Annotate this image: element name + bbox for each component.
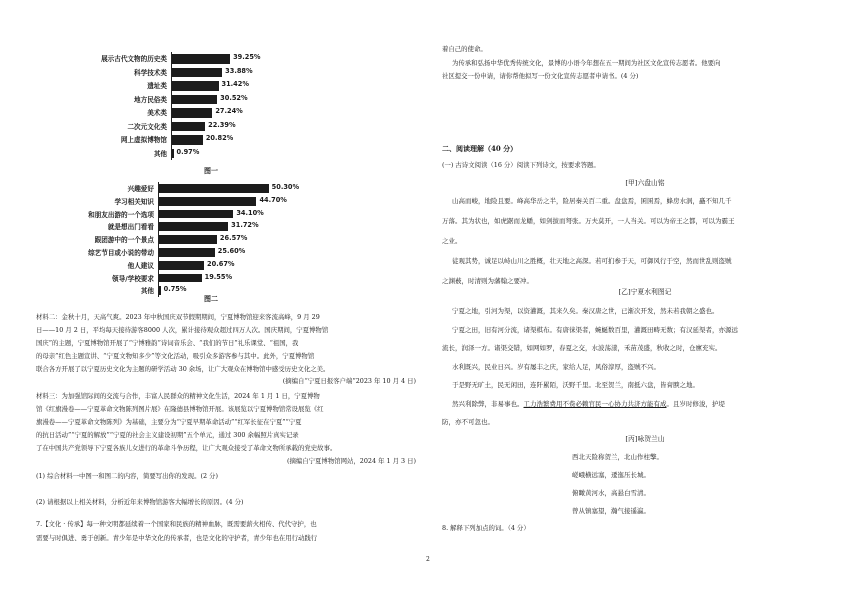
section-two-heading: 二、阅读理解（40 分） (442, 144, 518, 153)
subsection-one-heading: (一) 古诗文阅读（16 分）阅读下列诗文，按要求答题。 (442, 161, 600, 169)
underlined-phrase: 工力浩繁费用不赀必赖官民一心协力共济方能有成 (523, 399, 667, 408)
chart-category-label: 其他 (140, 287, 154, 296)
chart-category-label: 领导/学校要求 (112, 274, 154, 283)
chart-value-label: 22.39% (208, 120, 236, 129)
chart-value-label: 39.25% (233, 53, 261, 61)
chart-value-label: 31.42% (221, 80, 249, 88)
poem-line: 西北天险称贺兰，北山作柱擎。 (572, 453, 663, 461)
chart-category-label: 美术类 (147, 109, 167, 117)
chart-bar (159, 210, 233, 219)
chart-bar (159, 235, 217, 244)
passage-yi-line: 水利既兴，民业日兴。岁有屡丰之庆，家给人足，风俗淳厚，盗贼不兴。 (452, 362, 660, 371)
chart-bar (159, 261, 204, 270)
passage-yi-line: 于是野无旷土，民无闲田，连阡累陌，沃野千里。北至贺兰，南抵六盘，皆膏腴之地。 (452, 381, 699, 389)
question-7-continuation-line: 为传承和弘扬中华优秀传统文化，景博的小语今年想在五一期间为社区文化宣传志愿者。他要向 (452, 58, 721, 67)
page-number: 2 (426, 556, 430, 563)
chart-bar (159, 222, 228, 231)
figure-two-caption: 图二 (204, 295, 218, 303)
chart-value-label: 50.30% (271, 183, 300, 191)
chart-value-label: 25.60% (217, 247, 246, 255)
chart-category-label: 就是想出门看看 (107, 223, 154, 232)
chart-value-label: 27.24% (215, 107, 243, 115)
material-three-line: 馆《红旗漫卷——宁夏革命文物陈列图片展》在隆德县博物馆开展。该展览以宁夏博物馆常设展览《红 (36, 405, 324, 413)
passage-jia-line: 徒观其势，诚足以峙山川之胜概，壮天地之高深。若可扪参于天，可御风行于空，然而世乱则盗贼 (452, 257, 732, 265)
chart-value-label: 31.72% (231, 221, 259, 230)
chart-bar (172, 95, 217, 105)
poem-line: 嵯峨横远塞，逶迤压长城。 (572, 471, 650, 479)
chart-category-label: 地方民俗类 (134, 95, 167, 104)
material-two-source: (摘编自“宁夏日报客户端”2023 年 10 月 4 日) (282, 377, 416, 385)
passage-yi-line: 流长，润泽一方。诸渠交错，如网如罗，春夏之交，水波荡漾，禾苗茂盛，秋收之时，仓廪充实。 (442, 344, 722, 352)
chart-bar (159, 197, 256, 206)
question-7-line: 7.【文化 · 传承】每一种文明都延续着一个国家和民族的精神血脉，既需要薪火相传、代代守护，也 (36, 520, 317, 528)
chart-bar (159, 184, 269, 193)
passage-jia-title: [甲]六盘山铭 (625, 179, 665, 187)
poem-line: 俯瞰黄河水，高悬白雪清。 (572, 489, 650, 497)
chart-bar (172, 81, 219, 91)
chart-bar (172, 54, 230, 64)
question-7-line: 需要与时俱进、勇于创新。青少年是中华文化的传承者，也是文化的守护者，青少年也在用行动践行 (36, 533, 318, 542)
chart-figure-one (0, 52, 430, 160)
question-8: 8. 解释下列加点的词。（4 分） (442, 524, 530, 532)
question-2: (2) 请根据以上相关材料，分析近年来博物馆游客大幅增长的原因。(4 分) (36, 498, 244, 506)
passage-jia-line: 山高而峻，地险且要。峰高华岳之半，险居秦关百二重。盘盘焉，囷囷焉，蜂房水涡，矗不知几千 (452, 197, 732, 205)
material-three-line: 材料三：为加强馆际间的交流与合作，丰富人民群众的精神文化生活，2024 年 1 月 1 日，宁夏博物 (36, 392, 320, 400)
material-two-line: 国庆”的主题，宁夏博物馆开展了“宁博雅韵”诗词音乐会、“我们的节日”礼乐课堂、“祖国，我 (36, 339, 299, 347)
passage-yi-title: [乙]宁夏水利图记 (618, 288, 672, 296)
chart-category-label: 二次元文化类 (127, 122, 167, 131)
question-7-continuation-line: 着自己的使命。 (442, 45, 487, 53)
chart-bar (159, 274, 202, 283)
passage-jia-line: 之业。 (442, 237, 462, 245)
material-two-line: 材料二：金秋十月，天高气爽。2023 年中秋国庆双节假期期间，宁夏博物馆迎来客流高峰，9 月 29 (36, 313, 320, 321)
chart-category-label: 展示古代文物的历史类 (101, 55, 167, 63)
passage-jia-line: 之渊薮，时清则为藩翰之要冲。 (442, 277, 533, 285)
question-1: (1) 综合材料一中图一和图二的内容，简要写出你的发现。(2 分) (36, 472, 218, 480)
chart-category-label: 他人建议 (127, 261, 154, 270)
chart-value-label: 0.97% (176, 147, 200, 156)
chart-bar (172, 108, 212, 118)
poem-line: 曾从镇塞望，瀚气接遥瀛。 (572, 507, 650, 515)
chart-category-label: 学习相关知识 (114, 197, 154, 206)
passage-yi-line: 宁夏之田，旧有河分流，诸渠棋布。有唐徕渠者，蜿蜒数百里，灌溉田畴无数；有汉延渠者，亦源远 (452, 325, 738, 334)
passage-yi-line: 防，亦不可忽也。 (442, 418, 494, 426)
figure-one-caption: 图一 (204, 167, 218, 175)
material-three-line: 旗漫卷——宁夏革命文物陈列》为基础，主要分为“宁夏早期革命活动”“红军长征在宁夏”“宁夏 (36, 418, 302, 426)
passage-bing-title: [丙]咏贺兰山 (625, 435, 665, 443)
material-two-line: 的母亲”红色主题宣讲、“宁夏文物知多少”等文化活动，吸引众多游客参与其中。此外，宁夏博物馆 (36, 352, 315, 360)
chart-category-label: 综艺节目或小说的带动 (88, 249, 154, 257)
chart-bar (172, 68, 222, 78)
chart-value-label: 34.10% (236, 208, 264, 217)
chart-bar (172, 149, 174, 159)
chart-bar (172, 135, 203, 145)
chart-bar (159, 248, 215, 257)
chart-category-label: 跟团游中的一个景点 (94, 236, 154, 245)
chart-category-label: 网上虚拟博物馆 (120, 136, 167, 144)
chart-bar (159, 286, 161, 295)
question-7-continuation-line: 社区提交一份申请，请你帮他拟写一份文化宣传志愿者申请书。(4 分) (442, 72, 639, 80)
chart-value-label: 44.70% (259, 195, 287, 204)
passage-yi-line: 宁夏之地，引河为渠，以资灌溉，其来久矣。秦汉唐之世，已渐次开发，然未若我朝之盛也。 (452, 307, 719, 315)
chart-value-label: 0.75% (163, 285, 187, 294)
chart-value-label: 33.88% (225, 66, 253, 75)
chart-category-label: 遗址类 (147, 82, 167, 90)
material-three-line: 的抗日活动”“宁夏的解放”“宁夏的社会主义建设初期”五个单元，通过 300 余幅照片真实记录 (36, 431, 299, 439)
chart-value-label: 20.67% (207, 259, 235, 268)
material-two-line: 日——10 月 2 日，平均每天接待游客8000 人次，累计接待观众超过四万人次。国庆期间，宁夏博物馆 (36, 326, 329, 334)
chart-category-label: 其他 (153, 149, 167, 158)
passage-yi-line: 然兴利除弊，非易事也。工力浩繁费用不赀必赖官民一心协力共济方能有成。且岁时修浚，护堤 (452, 399, 725, 408)
chart-value-label: 19.55% (204, 272, 233, 281)
material-three-line: 了在中国共产党领导下宁夏各族儿女进行的革命斗争历程，让广大观众接受了革命文物所承载的党史故事。 (36, 444, 337, 452)
chart-value-label: 20.82% (205, 134, 234, 142)
chart-category-label: 兴趣爱好 (127, 185, 154, 193)
chart-category-label: 和朋友出游的一个选项 (88, 210, 154, 219)
chart-figure-two (0, 182, 430, 297)
chart-value-label: 30.52% (220, 93, 248, 102)
chart-bar (172, 122, 205, 132)
chart-value-label: 26.57% (219, 234, 248, 243)
chart-category-label: 科学技术类 (134, 68, 167, 77)
material-three-source: (摘编自宁夏博物馆网站，2024 年 1 月 3 日) (286, 457, 416, 465)
passage-jia-line: 万落。其为状也，如虎踞而龙蟠，如剑拔而弩张。万夫莫开，一人当关。可以为帝王之都，可以为霸王 (442, 217, 735, 225)
material-two-line: 联合各方开展了以宁夏历史文化为主题的研学活动 30 余场，让广大观众在博物馆中感受历史文化之美。 (36, 365, 330, 373)
